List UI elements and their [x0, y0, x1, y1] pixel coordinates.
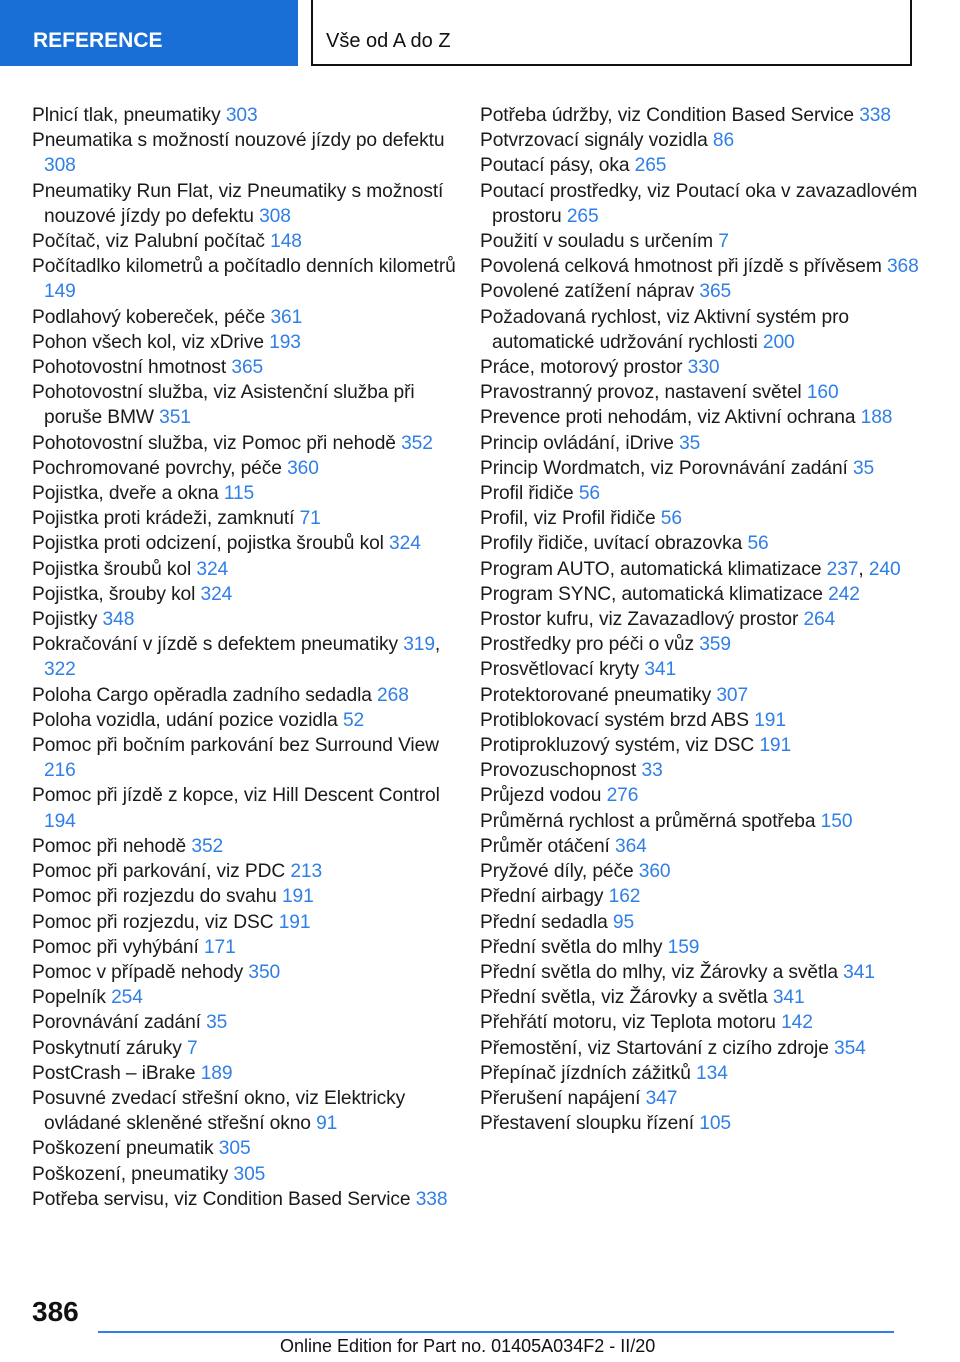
index-entry-text: Podlahový kobereček, péče [32, 306, 271, 328]
index-entry [32, 229, 462, 254]
index-entry [480, 1086, 920, 1111]
index-entry [32, 380, 462, 430]
index-entry-text: Program SYNC, automatická klimatizace [480, 583, 829, 605]
index-entry-text: Popelník [32, 987, 112, 1009]
index-entry [32, 708, 462, 733]
index-entry-text: Přestavení sloupku řízení [480, 1113, 700, 1135]
page-reference-link[interactable]: 352 [191, 835, 224, 857]
page-reference-link[interactable]: 35 [852, 457, 875, 479]
index-entry [480, 305, 920, 355]
page-reference-link[interactable]: 95 [612, 911, 635, 933]
page-reference-link[interactable]: 148 [270, 231, 302, 253]
page-reference-link[interactable]: 56 [660, 508, 682, 530]
page-reference-link[interactable]: 330 [687, 357, 720, 379]
index-entry-text: Protiblokovací systém brzd ABS [480, 709, 755, 731]
index-entry-text: Povolené zatížení náprav [480, 281, 700, 303]
index-entry [480, 279, 920, 304]
index-entry [32, 531, 462, 556]
index-entry-text: Pojistka, šrouby kol [32, 583, 201, 605]
index-entry [32, 1061, 462, 1086]
index-entry-text: Poutací prostředky, viz Poutací oka v zavazadlovém prostoru [480, 180, 918, 227]
index-entry-text: Pryžové díly, péče [480, 861, 639, 883]
page-reference-link[interactable]: 33 [641, 760, 663, 782]
index-entry-text: Pneumatika s možností nouzové jízdy po defektu [32, 130, 445, 152]
index-entry-text: Pokračování v jízdě s defektem pneumatiky [32, 634, 404, 656]
page-reference-link[interactable]: 361 [270, 306, 303, 328]
index-entry [480, 481, 920, 506]
index-entry: Program AUTO, automatická klimatizace 237, 240 [480, 558, 901, 580]
page-reference-link[interactable]: 56 [578, 483, 600, 505]
index-entry [480, 809, 920, 834]
page-reference-link[interactable]: 338 [415, 1188, 448, 1210]
index-entry-text: Přední airbagy [480, 886, 609, 908]
index-entry-text: Potvrzovací signály vozidla [480, 130, 713, 152]
index-entry [480, 254, 920, 279]
index-entry [32, 481, 462, 506]
index-entry-text: Pohotovostní služba, viz Asistenční služba při poruše BMW [32, 382, 415, 429]
page-reference-link[interactable]: 194 [44, 810, 76, 832]
index-entry [32, 128, 462, 178]
index-entry [32, 834, 462, 859]
page-reference-link[interactable]: 105 [699, 1113, 731, 1135]
page-reference-link[interactable]: 265 [634, 155, 667, 177]
page-reference-link[interactable]: 351 [159, 407, 191, 429]
index-entry-text: Poloha vozidla, udání pozice vozidla [32, 709, 343, 731]
page-reference-link[interactable]: 354 [834, 1037, 866, 1059]
page-reference-link[interactable]: 365 [699, 281, 732, 303]
index-entry [480, 960, 920, 985]
page-reference-link[interactable]: 364 [615, 835, 647, 857]
page-reference-link[interactable]: 237 [826, 558, 859, 580]
page-reference-link[interactable]: 341 [843, 961, 875, 983]
index-entry [480, 708, 920, 733]
index-entry [32, 431, 462, 456]
page-reference-link[interactable]: 91 [316, 1113, 338, 1135]
index-entry-text: Program AUTO, automatická klimatizace [480, 558, 827, 580]
page-header [0, 0, 960, 66]
index-entry [32, 683, 462, 708]
page-reference-link[interactable]: 338 [859, 105, 891, 126]
index-entry [480, 531, 920, 556]
page-reference-link[interactable]: 188 [860, 407, 893, 429]
index-entry [480, 1010, 920, 1035]
index-entry [32, 733, 462, 783]
page-reference-link[interactable]: 352 [401, 432, 433, 454]
page-reference-link[interactable]: 347 [645, 1087, 678, 1109]
index-entry-text: Průměr otáčení [480, 835, 616, 857]
footer-edition [280, 1336, 655, 1357]
index-entry [480, 859, 920, 884]
index-entry-text: Přední světla, viz Žárovky a světla [480, 987, 773, 1009]
index-entry-text: Přehřátí motoru, viz Teplota motoru [480, 1012, 782, 1034]
page-reference-link[interactable]: 264 [803, 609, 836, 631]
index-entry [32, 1187, 462, 1212]
index-entry [480, 128, 920, 153]
index-entry-text: Práce, motorový prostor [480, 357, 688, 379]
index-entry-text: Pneumatiky Run Flat, viz Pneumatiky s možností nouzové jízdy po defektu [32, 180, 444, 227]
page-reference-link[interactable]: 319 [403, 634, 435, 656]
page-reference-link[interactable]: 35 [206, 1012, 228, 1034]
index-entry-text: Profil řidiče [480, 483, 579, 505]
index-entry-text: Prevence proti nehodám, viz Aktivní ochrana [480, 407, 861, 429]
index-entry-text: Potřeba údržby, viz Condition Based Service [480, 105, 860, 126]
page-reference-link[interactable]: 240 [868, 558, 901, 580]
index-entry-text: Pojistka šroubů kol [32, 558, 197, 580]
page-reference-link[interactable]: 191 [281, 886, 314, 908]
index-entry [32, 506, 462, 531]
page-reference-link[interactable]: 191 [759, 735, 792, 757]
index-entry [480, 834, 920, 859]
page-reference-link[interactable]: 159 [667, 936, 700, 958]
page-reference-link[interactable]: 307 [716, 684, 749, 706]
index-entry-text: Protektorované pneumatiky [480, 684, 717, 706]
index-entry-text: Použití v souladu s určením [480, 231, 719, 253]
index-entry-text: Přední sedadla [480, 911, 613, 933]
footer-edition-text: Online Edition for Part no. 01405A034F2 - II/20 [280, 1336, 656, 1356]
index-entry [480, 733, 920, 758]
index-entry-text: Přerušení napájení [480, 1087, 646, 1109]
index-entry [480, 683, 920, 708]
page-reference-link[interactable]: 191 [278, 911, 311, 933]
page-reference-link[interactable]: 171 [203, 936, 236, 958]
index-entry-text: Prostředky pro péči o vůz [480, 634, 700, 656]
index-column-right [480, 103, 920, 1136]
index-entry [32, 1010, 462, 1035]
page-reference-link[interactable]: 254 [111, 987, 143, 1009]
index-entry [480, 380, 920, 405]
page-reference-link[interactable]: 86 [712, 130, 735, 152]
index-entry [480, 607, 920, 632]
index-entry [32, 985, 462, 1010]
page-reference-link[interactable]: 134 [696, 1062, 728, 1084]
index-entry [32, 1136, 462, 1161]
page-reference-link[interactable]: 7 [718, 231, 729, 253]
index-entry [32, 960, 462, 985]
index-entry-text: Prostor kufru, viz Zavazadlový prostor [480, 609, 804, 631]
index-entry-text: Porovnávání zadání [32, 1012, 207, 1034]
page-reference-link[interactable]: 322 [44, 659, 76, 681]
index-entry-text: Pojistka, dveře a okna [32, 483, 224, 505]
index-entry [480, 935, 920, 960]
index-entry: Pokračování v jízdě s defektem pneumatiky 319, 322 [32, 634, 441, 681]
index-entry [480, 1036, 920, 1061]
index-entry [32, 884, 462, 909]
page-reference-link[interactable]: 360 [638, 861, 671, 883]
page-reference-link[interactable]: 276 [606, 785, 639, 807]
index-entry [480, 153, 920, 178]
page-reference-link[interactable]: 216 [44, 760, 76, 782]
index-entry-text: Poškození pneumatik [32, 1138, 219, 1160]
index-entry [32, 456, 462, 481]
index-entry [480, 582, 920, 607]
index-entry [32, 254, 462, 304]
page-reference-link[interactable]: 160 [806, 382, 839, 404]
index-entry-text: Pohotovostní služba, viz Pomoc při nehodě [32, 432, 402, 454]
footer-divider [98, 1331, 894, 1333]
page-reference-link[interactable]: 150 [820, 810, 853, 832]
index-entry-text: Pomoc při rozjezdu do svahu [32, 886, 282, 908]
page-reference-link[interactable]: 308 [44, 155, 76, 177]
page-reference-link[interactable]: 7 [186, 1037, 198, 1059]
index-entry [32, 935, 462, 960]
page-reference-link[interactable]: 268 [377, 684, 409, 706]
index-entry-text: Poškození, pneumatiky [32, 1163, 234, 1185]
index-entry-text: Přemostění, viz Startování z cizího zdroje [480, 1037, 835, 1059]
page-number: 386 [32, 1296, 79, 1327]
index-entry-text: PostCrash – iBrake [32, 1062, 201, 1084]
page-reference-link[interactable]: 305 [233, 1163, 266, 1185]
index-entry [480, 229, 920, 254]
page-reference-link[interactable]: 324 [200, 583, 233, 605]
page-reference-link[interactable]: 149 [44, 281, 76, 303]
index-entry [480, 985, 920, 1010]
index-entry [480, 884, 920, 909]
page-reference-link[interactable]: 193 [269, 331, 301, 353]
index-entry-text: Průměrná rychlost a průměrná spotřeba [480, 810, 821, 832]
section-tab: REFERENCE [0, 0, 298, 66]
page-reference-link[interactable]: 242 [828, 583, 860, 605]
index-entry [480, 355, 920, 380]
index-entry [32, 355, 462, 380]
index-entry-text: Počítač, viz Palubní počítač [32, 231, 271, 253]
index-entry [480, 405, 920, 430]
index-entry [480, 431, 920, 456]
page-reference-link[interactable]: 305 [218, 1138, 251, 1160]
index-entry [480, 910, 920, 935]
page-reference-link[interactable]: 303 [225, 105, 258, 126]
index-entry [32, 1086, 462, 1136]
page-reference-link[interactable]: 52 [342, 709, 365, 731]
index-entry-text: Pomoc při jízdě z kopce, viz Hill Descent Control [32, 785, 440, 807]
page-reference-link[interactable]: 348 [102, 609, 135, 631]
index-entry [32, 582, 462, 607]
index-entry-text: Princip Wordmatch, viz Porovnávání zadání [480, 457, 853, 479]
page-reference-link[interactable]: 350 [248, 961, 281, 983]
index-entry [480, 1061, 920, 1086]
index-entry-text: Provozuschopnost [480, 760, 642, 782]
index-entry [32, 103, 462, 128]
page-reference-link[interactable]: 360 [287, 457, 319, 479]
index-column-left [32, 103, 462, 1212]
index-entry [480, 179, 920, 229]
index-entry-text: Potřeba servisu, viz Condition Based Service [32, 1188, 416, 1210]
index-entry-text: Pravostranný provoz, nastavení světel [480, 382, 807, 404]
page-reference-link[interactable]: 308 [259, 205, 291, 227]
page-reference-link[interactable]: 213 [290, 861, 323, 883]
page-reference-link[interactable]: 162 [608, 886, 641, 908]
index-entry-text: Pojistka proti krádeži, zamknutí [32, 508, 300, 530]
index-entry [480, 632, 920, 657]
page-reference-link[interactable]: 365 [231, 357, 264, 379]
index-entry-text: Poskytnutí záruky [32, 1037, 187, 1059]
index-entry [32, 783, 462, 833]
index-entry-text: Pomoc při rozjezdu, viz DSC [32, 911, 279, 933]
index-entry [32, 607, 462, 632]
index-entry [480, 758, 920, 783]
index-entry-text: Pohon všech kol, viz xDrive [32, 331, 270, 353]
index-entry-text: Pojistka proti odcizení, pojistka šroubů kol [32, 533, 390, 555]
page-reference-link[interactable]: 56 [747, 533, 769, 555]
index-entry [480, 657, 920, 682]
page-reference-link[interactable]: 359 [699, 634, 731, 656]
index-entry-text: Přední světla do mlhy [480, 936, 668, 958]
page-reference-link[interactable]: 200 [762, 331, 795, 353]
page-reference-link[interactable]: 341 [644, 659, 677, 681]
index-entry [480, 1111, 920, 1136]
index-entry-text: Přední světla do mlhy, viz Žárovky a světla [480, 961, 844, 983]
index-entry-text: Profily řidiče, uvítací obrazovka [480, 533, 748, 555]
index-entry-text: Pomoc při bočním parkování bez Surround View [32, 735, 439, 757]
index-entry [32, 910, 462, 935]
index-entry [480, 783, 920, 808]
page-reference-link[interactable]: 265 [566, 205, 599, 227]
index-entry-text: Posuvné zvedací střešní okno, viz Elektricky ovládané skleněné střešní okno [32, 1087, 406, 1135]
page-reference-link[interactable]: 341 [772, 987, 805, 1009]
index-entry [32, 330, 462, 355]
index-entry [32, 305, 462, 330]
section-title: Vše od A do Z [311, 0, 912, 66]
index-entry [32, 1036, 462, 1061]
index-entry-text: Poloha Cargo opěradla zadního sedadla [32, 684, 378, 706]
page-reference-link[interactable]: 71 [299, 508, 321, 530]
index-entry-text: Protiprokluzový systém, viz DSC [480, 735, 760, 757]
page-reference-link[interactable]: 324 [196, 558, 229, 580]
index-entry-text: Profil, viz Profil řidiče [480, 508, 661, 530]
index-entry [480, 103, 920, 128]
index-entry [32, 179, 462, 229]
index-entry [32, 1162, 462, 1187]
index-entry [32, 557, 462, 582]
index-entry [480, 506, 920, 531]
page-reference-link[interactable]: 368 [886, 256, 919, 278]
page-reference-link[interactable]: 189 [200, 1062, 233, 1084]
index-entry-text: Povolená celková hmotnost při jízdě s přívěsem [480, 256, 887, 278]
index-entry-text: Pohotovostní hmotnost [32, 357, 232, 379]
page-reference-link[interactable]: 35 [679, 432, 701, 454]
index-entry [480, 456, 920, 481]
index-entry-text: Pomoc při parkování, viz PDC [32, 861, 291, 883]
index-entry-text: Plnicí tlak, pneumatiky [32, 105, 226, 126]
index-entry-text: Pochromované povrchy, péče [32, 457, 288, 479]
index-entry-text: Přepínač jízdních zážitků [480, 1062, 697, 1084]
index-entry-text: Prosvětlovací kryty [480, 659, 645, 681]
index-entry-text: Pomoc při vyhýbání [32, 936, 204, 958]
index-entry-text: Poutací pásy, oka [480, 155, 635, 177]
index-entry-text: Počítadlko kilometrů a počítadlo denních kilometrů [32, 256, 456, 278]
page-reference-link[interactable]: 324 [389, 533, 421, 555]
page-reference-link[interactable]: 115 [223, 483, 255, 505]
index-entry-text: Průjezd vodou [480, 785, 607, 807]
index-entry [32, 859, 462, 884]
index-entry-text: Pomoc při nehodě [32, 835, 192, 857]
index-entry-text: Princip ovládání, iDrive [480, 432, 680, 454]
page-reference-link[interactable]: 142 [781, 1012, 813, 1034]
page-reference-link[interactable]: 191 [754, 709, 786, 731]
index-entry-text: Pojistky [32, 609, 103, 631]
index-entry-text: Pomoc v případě nehody [32, 961, 249, 983]
index-entry-text: Požadovaná rychlost, viz Aktivní systém pro automatické udržování rychlosti [480, 306, 849, 353]
